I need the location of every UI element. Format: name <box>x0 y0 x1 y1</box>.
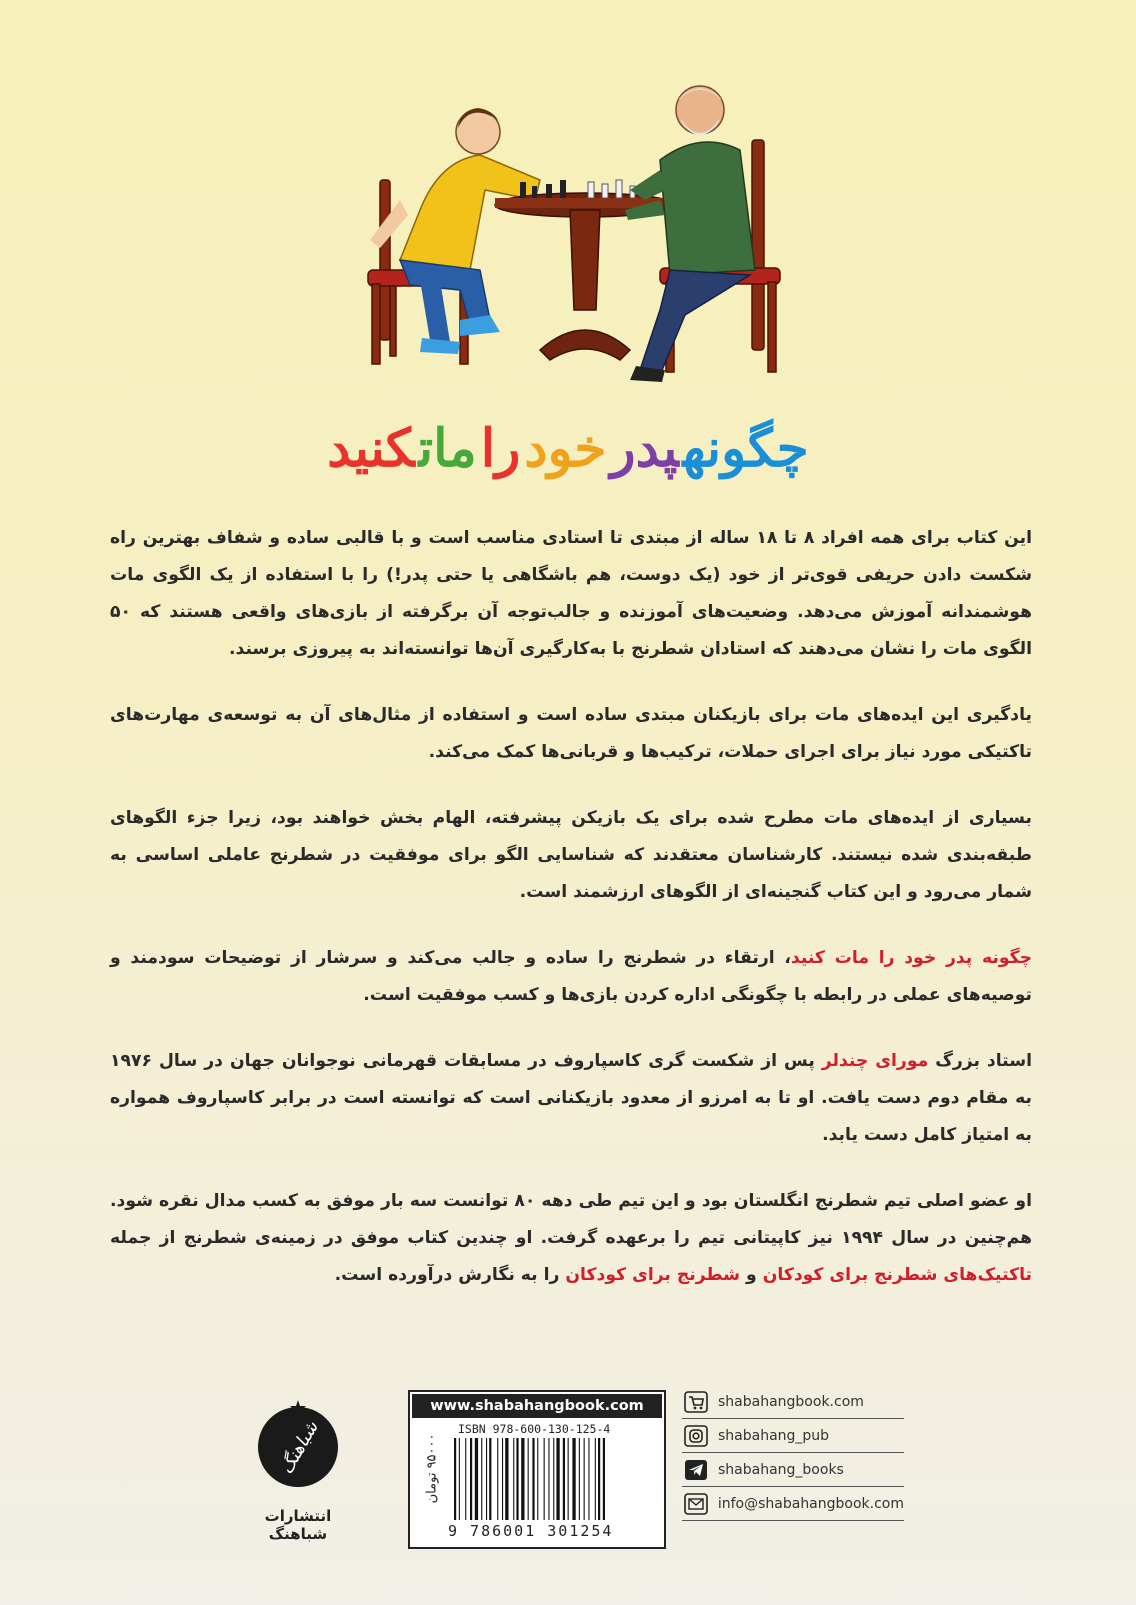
title-word-4: را <box>480 418 521 479</box>
barcode-bar <box>584 1438 585 1520</box>
barcode-bar <box>489 1438 491 1520</box>
title-word-6: کنید <box>327 418 415 479</box>
other-book-1: تاکتیک‌های شطرنج برای کودکان <box>762 1265 1032 1285</box>
contact-instagram[interactable] <box>682 1419 904 1453</box>
paragraph-5-start: استاد بزرگ <box>928 1051 1032 1071</box>
paragraph-6-start: او عضو اصلی تیم شطرنج انگلستان بود و این تیم طی دهه ۸۰ توانست سه بار موفق به کسب مدال نقره شود. هم‌چنین در سال ۱۹۹۴ نیز کاپیتانی تیم را برعهده گرفت. او چندین کتاب موفق در زمینه‌ی شطرنج از جمله <box>110 1191 1033 1248</box>
mail-icon <box>682 1491 710 1517</box>
barcode-bar <box>516 1438 518 1520</box>
other-book-2: شطرنج برای کودکان <box>565 1265 741 1285</box>
publisher-logo-text: شباهنگ <box>275 1417 323 1478</box>
publisher-name: انتشارات شباهنگ <box>264 1507 332 1543</box>
title-word-1: چگونه <box>682 418 809 479</box>
paragraph-2: یادگیری این ایده‌های مات برای بازیکنان مبتدی ساده است و استفاده از مثال‌های آن به توسعه‌ی مهارت‌های تاکتیکی مورد نیاز برای اجرای حملات، ترکیب‌ها و قربانی‌ها کمک می‌کند. <box>110 705 1032 762</box>
paragraph-6-and: و <box>740 1265 763 1285</box>
barcode-bar <box>553 1438 554 1520</box>
title-word-3: خود <box>524 418 607 479</box>
paragraph-4 <box>110 940 1032 1014</box>
isbn-text: ISBN 978-600-130-125-4 <box>458 1422 611 1436</box>
paragraph-6-end: را به نگارش درآورده است. <box>334 1265 566 1285</box>
barcode-bar <box>481 1438 482 1520</box>
barcode-bar <box>598 1438 600 1520</box>
publisher-logo <box>238 1392 358 1502</box>
paragraph-5-end: پس از شکست گری کاسپاروف در مسابقات قهرمانی نوجوانان جهان در سال ۱۹۷۶ به مقام دوم دست یافت. او تا به امرزو از معدود بازیکنانی است که توانسته است در برابر کاسپاروف همواره به امتیاز کامل دست یابد. <box>110 1051 1032 1145</box>
barcode-bar <box>505 1438 508 1520</box>
barcode-bar <box>537 1438 538 1520</box>
barcode-bar <box>513 1438 514 1520</box>
barcode-bar <box>502 1438 503 1520</box>
barcode-bar <box>563 1438 565 1520</box>
barcode-bar <box>548 1438 549 1520</box>
barcode-bar <box>521 1438 524 1520</box>
contact-telegram-text: shabahang_books <box>718 1461 844 1478</box>
barcode-bar <box>528 1438 529 1520</box>
barcode-bar <box>544 1438 545 1520</box>
contact-website-text: shabahangbook.com <box>718 1393 864 1410</box>
barcode-bar <box>459 1438 460 1520</box>
barcode-bar <box>572 1438 575 1520</box>
telegram-icon <box>682 1457 710 1483</box>
instagram-icon <box>682 1423 710 1449</box>
contact-instagram-text: shabahang_pub <box>718 1427 830 1444</box>
barcode-bar <box>475 1438 478 1520</box>
barcode-bar <box>465 1438 466 1520</box>
book-title <box>0 418 1136 479</box>
contact-telegram[interactable] <box>682 1453 904 1487</box>
paragraph-5 <box>110 1043 1032 1154</box>
grandfather-figure <box>625 86 755 382</box>
publisher-block <box>238 1392 358 1542</box>
paragraph-4-text: ، ارتقاء در شطرنج را ساده و جالب می‌کند و سرشار از توضیحات سودمند و توصیه‌های عملی در رابطه با چگونگی اداره کردن بازی‌ها و کسب موفقیت است. <box>110 948 1032 1005</box>
cart-icon <box>682 1389 710 1415</box>
barcode-bar <box>588 1438 589 1520</box>
barcode-bar <box>603 1438 605 1520</box>
barcode <box>452 1438 656 1520</box>
contact-website[interactable] <box>682 1385 904 1419</box>
barcode-bar <box>556 1438 559 1520</box>
author-name: مورای چندلر <box>821 1051 929 1071</box>
barcode-box <box>408 1390 666 1549</box>
website-url: www.shabahangbook.com <box>412 1394 662 1418</box>
paragraph-1: این کتاب برای همه افراد ۸ تا ۱۸ ساله از مبتدی تا استادی مناسب است و با قالبی ساده و شفاف بهترین راه شکست دادن حریفی قوی‌تر از خود (یک دوست، هم باشگاهی یا حتی پدر!) را با استفاده از یک الگوی مات هوشمندانه آموزش می‌دهد. وضعیت‌های آموزنده و جالب‌توجه آن برگرفته از بازی‌های واقعی هستند که ۵۰ الگوی مات را نشان می‌دهند که استادان شطرنج با به‌کارگیری آن‌ها توانسته‌اند به پیروزی برسند. <box>110 528 1032 659</box>
barcode-bar <box>454 1438 456 1520</box>
barcode-bar <box>595 1438 596 1520</box>
price-label: ۹۵۰۰۰ تومان <box>424 1433 440 1504</box>
paragraph-3: بسیاری از ایده‌های مات مطرح شده برای یک بازیکن پیشرفته، الهام بخش خواهند بود، زیرا جزء الگوهای طبقه‌بندی شده نیستند. کارشناسان معتقدند که شناسایی الگو برای موفقیت در شطرنج عاملی اساسی به شمار می‌رود و این کتاب گنجینه‌ای از الگوهای ارزشمند است. <box>110 808 1032 902</box>
title-word-2: پدر <box>610 418 679 479</box>
barcode-bar <box>579 1438 580 1520</box>
chess-players-illustration <box>360 70 790 390</box>
barcode-digits: 9 786001 301254 <box>448 1522 614 1540</box>
barcode-bar <box>532 1438 534 1520</box>
title-word-5: مات <box>418 418 477 479</box>
barcode-bar <box>486 1438 487 1520</box>
barcode-bar <box>470 1438 472 1520</box>
barcode-bar <box>568 1438 569 1520</box>
book-title-inline: چگونه پدر خود را مات کنید <box>790 948 1032 968</box>
barcode-bar <box>497 1438 498 1520</box>
contact-list <box>682 1385 904 1521</box>
paragraph-6 <box>110 1183 1032 1294</box>
back-cover-text <box>110 520 1032 1323</box>
contact-email[interactable] <box>682 1487 904 1521</box>
contact-email-text: info@shabahangbook.com <box>717 1495 904 1512</box>
